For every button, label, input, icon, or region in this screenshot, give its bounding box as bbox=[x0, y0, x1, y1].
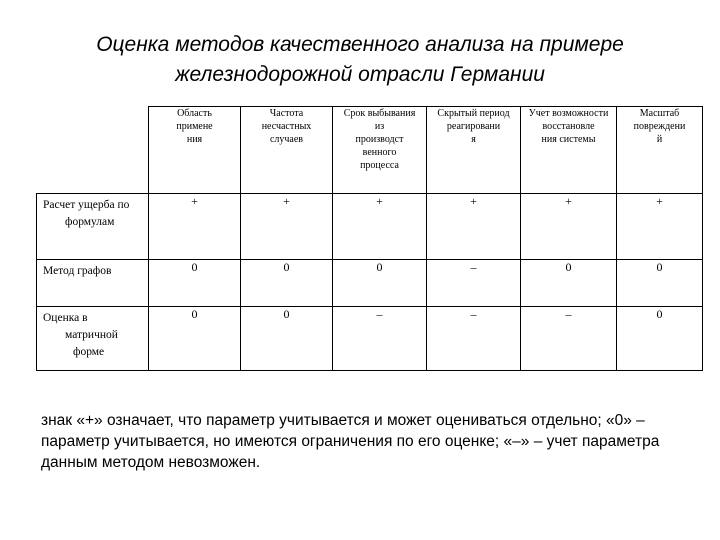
row-label: Метод графов bbox=[37, 260, 149, 307]
table-cell: 0 bbox=[617, 307, 703, 371]
column-header: Масштаб повреждени й bbox=[617, 107, 703, 194]
table-cell: 0 bbox=[521, 260, 617, 307]
row-label: Расчет ущерба по формулам bbox=[37, 194, 149, 260]
table-cell: + bbox=[333, 194, 427, 260]
column-header: Частота несчастных случаев bbox=[241, 107, 333, 194]
table-cell: 0 bbox=[241, 260, 333, 307]
title-line-1: Оценка методов качественного анализа на примере bbox=[96, 33, 624, 56]
column-header: Срок выбывания из производст венного процесса bbox=[333, 107, 427, 194]
row-label: Оценка в матричной форме bbox=[37, 307, 149, 371]
table-row bbox=[37, 307, 703, 371]
comparison-table bbox=[36, 106, 703, 371]
table-cell: – bbox=[521, 307, 617, 371]
table-cell: + bbox=[241, 194, 333, 260]
title-line-2: железнодорожной отрасли Германии bbox=[175, 63, 545, 86]
table-cell: 0 bbox=[241, 307, 333, 371]
header-row bbox=[37, 107, 703, 194]
legend-text: знак «+» означает, что параметр учитывается и может оцениваться отдельно; «0» – параметр учитывается, но имеются ограничения по его оценке; «–» – учет параметра данным методом невозможен. bbox=[41, 412, 660, 471]
table-cell: – bbox=[333, 307, 427, 371]
table-cell: – bbox=[427, 260, 521, 307]
table-cell: + bbox=[427, 194, 521, 260]
column-header: Учет возможности восстановле ния системы bbox=[521, 107, 617, 194]
table-cell: – bbox=[427, 307, 521, 371]
table-cell: 0 bbox=[149, 307, 241, 371]
slide-title bbox=[0, 30, 720, 90]
table-cell: 0 bbox=[149, 260, 241, 307]
table-cell: 0 bbox=[333, 260, 427, 307]
table-cell: + bbox=[149, 194, 241, 260]
table-cell: + bbox=[521, 194, 617, 260]
table-row bbox=[37, 260, 703, 307]
table-row bbox=[37, 194, 703, 260]
column-header: Скрытый период реагировани я bbox=[427, 107, 521, 194]
column-header: Область примене ния bbox=[149, 107, 241, 194]
header-corner bbox=[37, 107, 149, 194]
table-cell: + bbox=[617, 194, 703, 260]
table-cell: 0 bbox=[617, 260, 703, 307]
